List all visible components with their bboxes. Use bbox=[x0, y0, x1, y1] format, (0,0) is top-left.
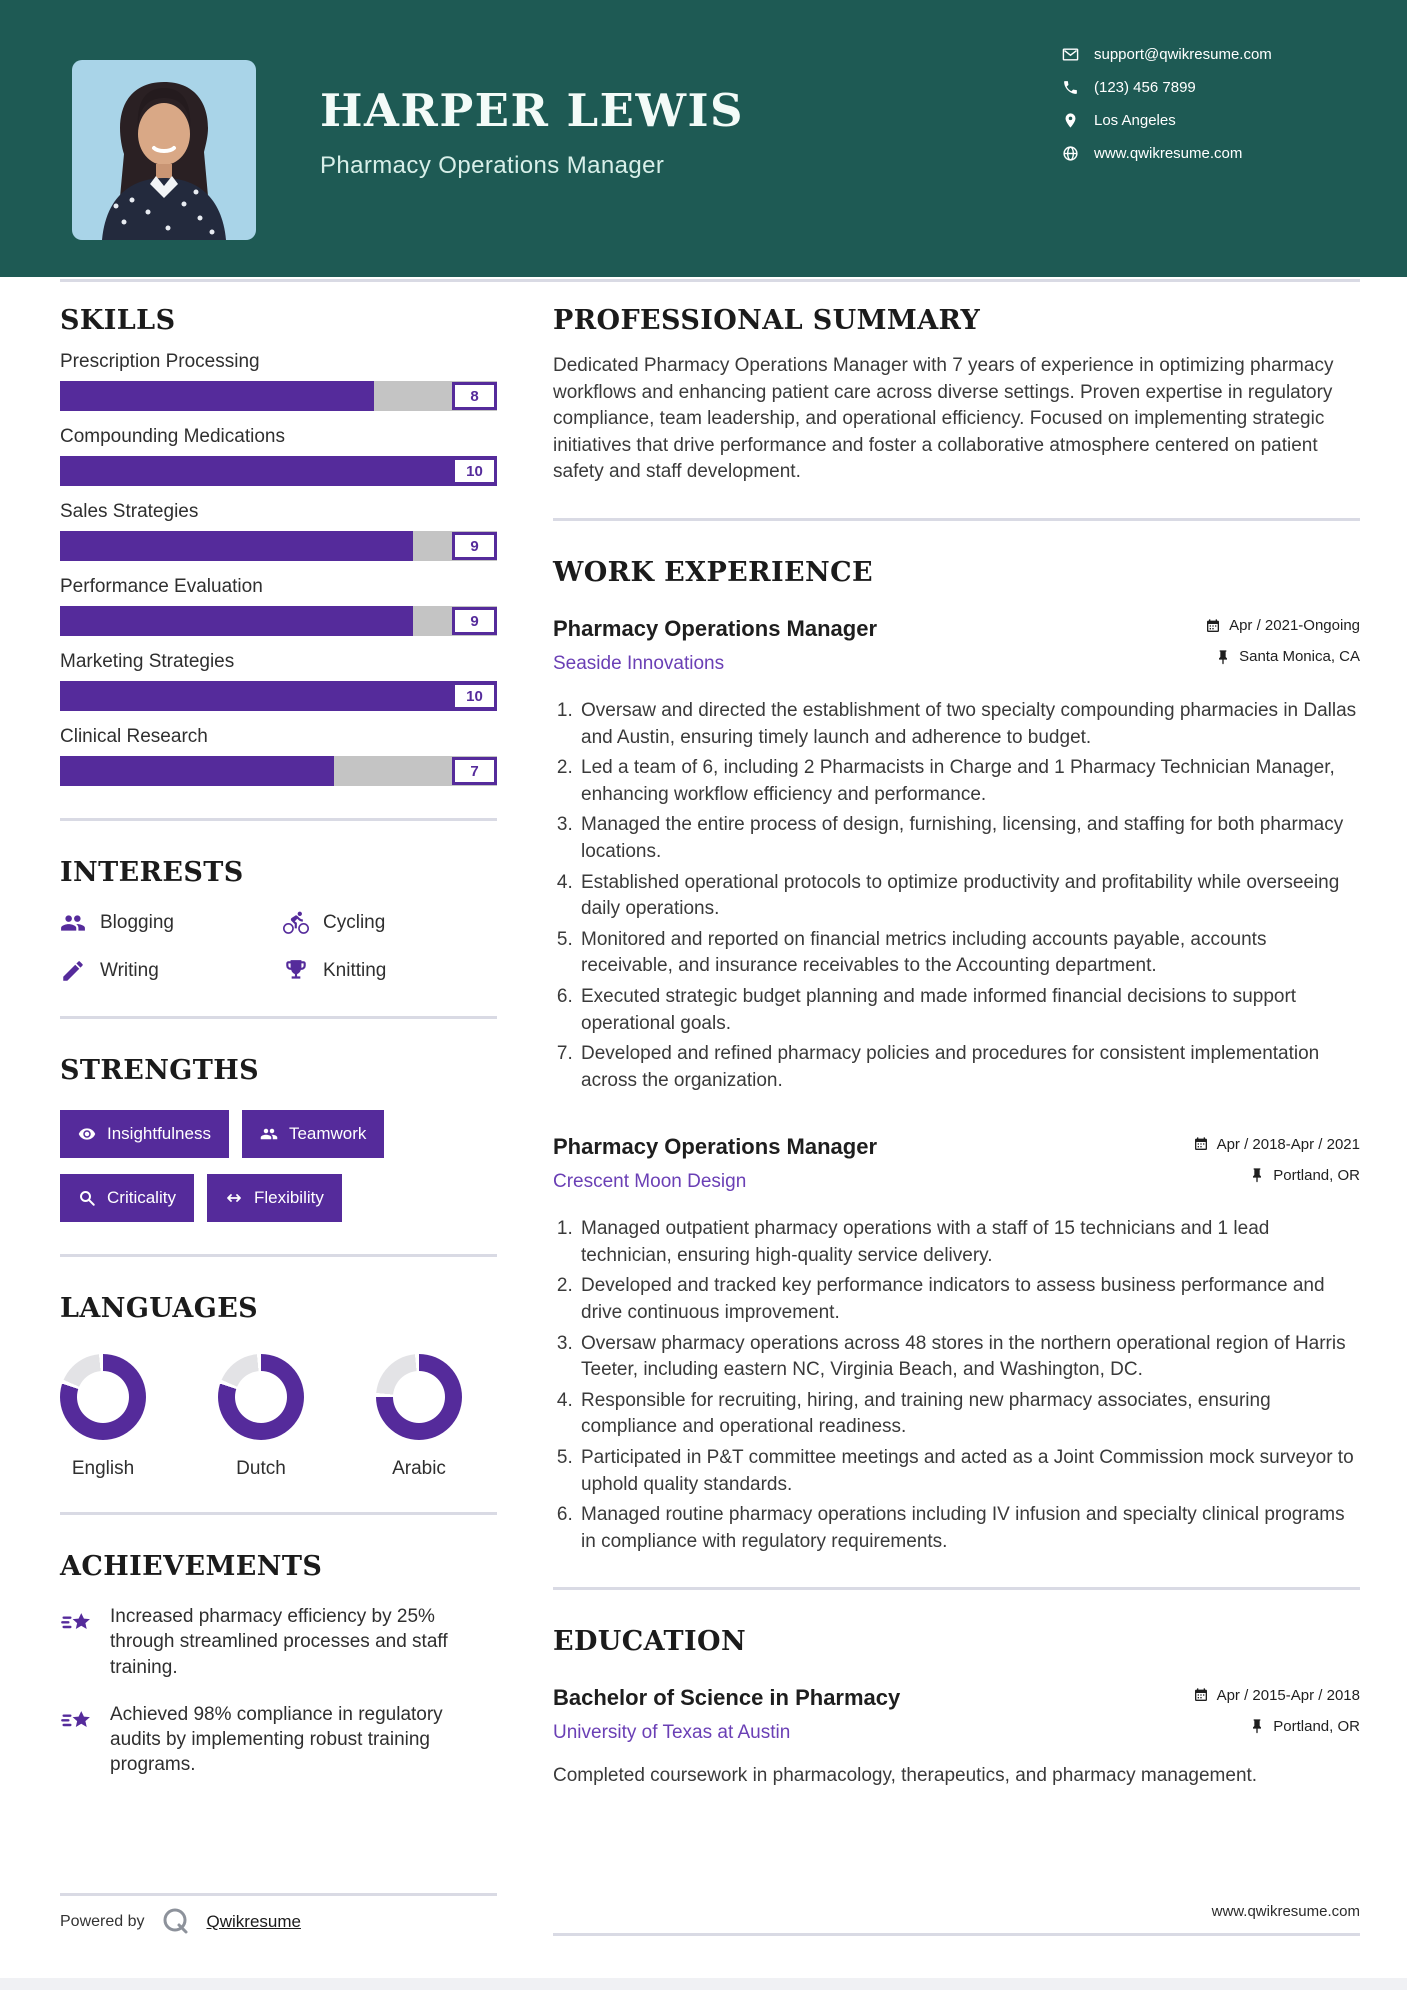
skills-title: SKILLS bbox=[60, 305, 176, 336]
job-header bbox=[553, 616, 1360, 678]
school-link[interactable]: University of Texas at Austin bbox=[553, 1722, 791, 1744]
donut-hole bbox=[77, 1371, 129, 1423]
skill-label: Clinical Research bbox=[60, 726, 208, 747]
skill-bar-fill bbox=[60, 756, 334, 786]
education-dates-text: Apr / 2015-Apr / 2018 bbox=[1216, 1686, 1360, 1704]
achievement-item bbox=[60, 1702, 497, 1778]
job-bullet: 6. Executed strategic budget planning and made informed financial decisions to support operational goals. bbox=[578, 984, 1360, 1037]
pushpin-icon bbox=[1249, 1718, 1265, 1734]
skill-label: Performance Evaluation bbox=[60, 576, 263, 597]
strength-tag bbox=[60, 1110, 229, 1158]
job-title-block bbox=[553, 616, 877, 678]
achievements-title: ACHIEVEMENTS bbox=[60, 1551, 323, 1582]
skill-row bbox=[60, 651, 497, 711]
qwikresume-logo-icon[interactable] bbox=[159, 1905, 193, 1939]
job-title-block bbox=[553, 1134, 877, 1196]
interests-title: INTERESTS bbox=[60, 857, 244, 888]
language-label: Arabic bbox=[392, 1458, 446, 1479]
strength-tag bbox=[207, 1174, 342, 1222]
job-meta bbox=[1193, 1134, 1360, 1196]
skill-score-badge: 8 bbox=[452, 382, 497, 410]
right-column bbox=[553, 305, 1360, 1790]
job-bullet: 7. Developed and refined pharmacy policies and procedures for consistent implementation across the organization. bbox=[578, 1041, 1360, 1094]
footer-divider-right bbox=[553, 1933, 1360, 1936]
job-bullet: 5. Participated in P&T committee meetings and acted as a Joint Commission mock surveyor to uphold quality standards. bbox=[578, 1445, 1360, 1498]
job-location-text: Portland, OR bbox=[1273, 1166, 1360, 1184]
language-label: Dutch bbox=[236, 1458, 286, 1479]
job-bullet: 2. Developed and tracked key performance indicators to assess business performance and drive continuous improvement. bbox=[578, 1273, 1360, 1326]
education-entry bbox=[553, 1685, 1360, 1790]
skill-bar bbox=[60, 531, 497, 561]
calendar-icon bbox=[1193, 1687, 1209, 1703]
degree-title: Bachelor of Science in Pharmacy bbox=[553, 1685, 901, 1711]
job-bullet: 1. Oversaw and directed the establishment of two specialty compounding pharmacies in Dallas and Austin, ensuring timely launch and adherence to budget. bbox=[578, 698, 1360, 751]
job-bullet: 4. Responsible for recruiting, hiring, and training new pharmacy associates, ensuring compliance and operational readiness. bbox=[578, 1388, 1360, 1441]
interest-label: Blogging bbox=[100, 912, 174, 933]
skill-label: Prescription Processing bbox=[60, 351, 260, 372]
job-location bbox=[1205, 647, 1360, 667]
job-bullets bbox=[553, 698, 1360, 1094]
achievement-text: Increased pharmacy efficiency by 25% through streamlined processes and staff training. bbox=[110, 1606, 448, 1678]
strength-tag bbox=[60, 1174, 194, 1222]
footer-left bbox=[60, 1893, 497, 1939]
job-title: Pharmacy Operations Manager bbox=[553, 615, 878, 641]
education-description: Completed coursework in pharmacology, therapeutics, and pharmacy management. bbox=[553, 1765, 1258, 1787]
job-bullet: 5. Monitored and reported on financial metrics including accounts payable, accounts receivable, and insurance receivables to the Accounting department. bbox=[578, 927, 1360, 980]
experience-title: WORK EXPERIENCE bbox=[553, 556, 873, 588]
strength-tag bbox=[242, 1110, 384, 1158]
location-icon bbox=[1062, 112, 1079, 129]
languages-title: LANGUAGES bbox=[60, 1293, 259, 1324]
donut-hole bbox=[393, 1371, 445, 1423]
pushpin-icon bbox=[1249, 1167, 1265, 1183]
education-location bbox=[1193, 1716, 1360, 1736]
profile-photo bbox=[72, 60, 256, 240]
contact-location[interactable] bbox=[1062, 110, 1272, 131]
languages-row bbox=[60, 1354, 462, 1480]
left-column bbox=[60, 305, 497, 1778]
strength-label: Teamwork bbox=[288, 1124, 367, 1143]
skill-bar bbox=[60, 681, 497, 711]
skill-score-badge: 9 bbox=[452, 607, 497, 635]
skill-bar-fill bbox=[60, 606, 413, 636]
job-bullet: 3. Managed the entire process of design, furnishing, licensing, and staffing for both pharmacy locations. bbox=[578, 812, 1360, 865]
section-divider bbox=[553, 1587, 1360, 1590]
job-bullet: 6. Managed routine pharmacy operations including IV infusion and specialty clinical programs in compliance with regulatory requirements. bbox=[578, 1502, 1360, 1555]
language-item bbox=[60, 1354, 146, 1480]
skill-label: Sales Strategies bbox=[60, 501, 199, 522]
achievement-item bbox=[60, 1604, 497, 1680]
section-divider bbox=[60, 1254, 497, 1257]
globe-icon bbox=[1062, 145, 1079, 162]
education-location-text: Portland, OR bbox=[1273, 1717, 1360, 1735]
footer-divider-left bbox=[60, 1893, 497, 1896]
interest-label: Cycling bbox=[323, 912, 386, 933]
job-bullet: 1. Managed outpatient pharmacy operations with a staff of 15 technicians and 1 lead technician, ensuring high-quality service delivery. bbox=[578, 1216, 1360, 1269]
job-entry bbox=[553, 616, 1360, 1094]
powered-by-row bbox=[60, 1905, 497, 1939]
identity-block bbox=[320, 84, 744, 180]
magnifier-icon bbox=[78, 1189, 96, 1207]
skill-row bbox=[60, 576, 497, 636]
skill-bar-fill bbox=[60, 681, 497, 711]
strengths-tags bbox=[60, 1110, 497, 1222]
skill-bar-fill bbox=[60, 381, 374, 411]
language-label: English bbox=[71, 1458, 135, 1479]
skill-bar-fill bbox=[60, 531, 413, 561]
pencil-icon bbox=[60, 958, 86, 984]
language-donut bbox=[218, 1354, 304, 1440]
phone-icon bbox=[1062, 79, 1079, 96]
calendar-icon bbox=[1205, 618, 1221, 634]
header bbox=[0, 0, 1407, 277]
donut-hole bbox=[235, 1371, 287, 1423]
language-donut bbox=[376, 1354, 462, 1440]
education-meta bbox=[1193, 1685, 1360, 1747]
job-bullets bbox=[553, 1216, 1360, 1555]
strength-label: Criticality bbox=[107, 1188, 176, 1207]
job-title: Pharmacy Operations Manager bbox=[553, 1134, 878, 1160]
contact-email[interactable] bbox=[1062, 44, 1272, 65]
summary-text: Dedicated Pharmacy Operations Manager with 7 years of experience in optimizing pharmacy workflows and enhancing patient care across diverse settings. Proven expertise in regulatory compliance, team leadership, and operational efficiency. Focused on implementing strategic initiatives that drive performance and foster a collaborative atmosphere centered on patient safety and staff development. bbox=[553, 355, 1334, 483]
avatar bbox=[72, 60, 256, 240]
job-bullet: 3. Oversaw pharmacy operations across 48 stores in the northern operational region of Harris Teeter, including eastern NC, Virginia Beach, and Washington, DC. bbox=[578, 1331, 1360, 1384]
skill-row bbox=[60, 351, 497, 411]
pushpin-icon bbox=[1215, 649, 1231, 665]
education-dates bbox=[1193, 1685, 1360, 1705]
shooting-star-icon bbox=[60, 1705, 94, 1737]
skill-label: Compounding Medications bbox=[60, 426, 285, 447]
job-dates bbox=[1205, 616, 1360, 636]
contact-phone[interactable] bbox=[1062, 77, 1272, 98]
education-header bbox=[553, 1685, 1360, 1747]
arrows-icon bbox=[225, 1189, 243, 1207]
section-divider bbox=[60, 818, 497, 821]
skill-score-badge: 10 bbox=[452, 682, 497, 710]
skill-label: Marketing Strategies bbox=[60, 651, 235, 672]
skill-bar bbox=[60, 606, 497, 636]
interest-item bbox=[283, 910, 497, 936]
contact-location-text: Los Angeles bbox=[1094, 112, 1176, 129]
job-bullet: 4. Established operational protocols to optimize productivity and profitability while overseeing daily operations. bbox=[578, 870, 1360, 923]
job-dates-text: Apr / 2021-Ongoing bbox=[1229, 617, 1360, 635]
contact-list bbox=[1062, 44, 1272, 164]
skill-row bbox=[60, 726, 497, 786]
company-link[interactable]: Crescent Moon Design bbox=[553, 1171, 747, 1193]
interest-item bbox=[60, 910, 283, 936]
skill-row bbox=[60, 426, 497, 486]
job-location-text: Santa Monica, CA bbox=[1239, 648, 1360, 666]
interest-label: Writing bbox=[100, 960, 159, 981]
language-item bbox=[376, 1354, 462, 1480]
job-location bbox=[1193, 1165, 1360, 1185]
users-icon bbox=[60, 910, 86, 936]
email-icon bbox=[1062, 46, 1079, 63]
strength-label: Flexibility bbox=[253, 1188, 324, 1207]
section-divider bbox=[553, 518, 1360, 521]
skill-bar bbox=[60, 756, 497, 786]
skill-row bbox=[60, 501, 497, 561]
job-bullet: 2. Led a team of 6, including 2 Pharmacists in Charge and 1 Pharmacy Technician Manager, enhancing workflow efficiency and performance. bbox=[578, 755, 1360, 808]
interest-item bbox=[60, 958, 283, 984]
qwikresume-link[interactable]: Qwikresume bbox=[206, 1912, 301, 1931]
skill-bar-fill bbox=[60, 456, 497, 486]
skill-score-badge: 7 bbox=[452, 757, 497, 785]
shooting-star-icon bbox=[60, 1607, 94, 1639]
strength-label: Insightfulness bbox=[107, 1124, 211, 1143]
language-donut bbox=[60, 1354, 146, 1440]
job-meta bbox=[1205, 616, 1360, 678]
person-title: Pharmacy Operations Manager bbox=[320, 152, 665, 179]
job-dates bbox=[1193, 1134, 1360, 1154]
skill-bar bbox=[60, 456, 497, 486]
powered-by-text: Powered by bbox=[60, 1913, 145, 1930]
contact-email-text: support@qwikresume.com bbox=[1094, 46, 1272, 63]
section-divider bbox=[60, 1512, 497, 1515]
language-item bbox=[218, 1354, 304, 1480]
skill-bar bbox=[60, 381, 497, 411]
interest-item bbox=[283, 958, 497, 984]
footer-site-link[interactable]: www.qwikresume.com bbox=[1211, 1903, 1360, 1920]
contact-phone-text: (123) 456 7899 bbox=[1094, 79, 1196, 96]
header-divider bbox=[60, 279, 1360, 282]
interest-label: Knitting bbox=[323, 960, 387, 981]
job-header bbox=[553, 1134, 1360, 1196]
job-entry bbox=[553, 1134, 1360, 1555]
eye-icon bbox=[78, 1125, 96, 1143]
calendar-icon bbox=[1193, 1136, 1209, 1152]
section-divider bbox=[60, 1016, 497, 1019]
education-title: EDUCATION bbox=[553, 1626, 747, 1658]
team-icon bbox=[260, 1125, 278, 1143]
bicycle-icon bbox=[283, 910, 309, 936]
page-edge bbox=[0, 1978, 1407, 1990]
achievement-text: Achieved 98% compliance in regulatory audits by implementing robust training programs. bbox=[110, 1703, 443, 1776]
interests-grid bbox=[60, 910, 497, 984]
trophy-icon bbox=[283, 958, 309, 984]
skill-score-badge: 10 bbox=[452, 457, 497, 485]
contact-website[interactable] bbox=[1062, 143, 1272, 164]
skill-score-badge: 9 bbox=[452, 532, 497, 560]
company-link[interactable]: Seaside Innovations bbox=[553, 652, 725, 674]
job-dates-text: Apr / 2018-Apr / 2021 bbox=[1216, 1135, 1360, 1153]
summary-title: PROFESSIONAL SUMMARY bbox=[553, 305, 981, 336]
person-name: HARPER LEWIS bbox=[320, 84, 745, 137]
strengths-title: STRENGTHS bbox=[60, 1055, 260, 1086]
education-title-block bbox=[553, 1685, 900, 1747]
contact-website-text: www.qwikresume.com bbox=[1094, 145, 1243, 162]
